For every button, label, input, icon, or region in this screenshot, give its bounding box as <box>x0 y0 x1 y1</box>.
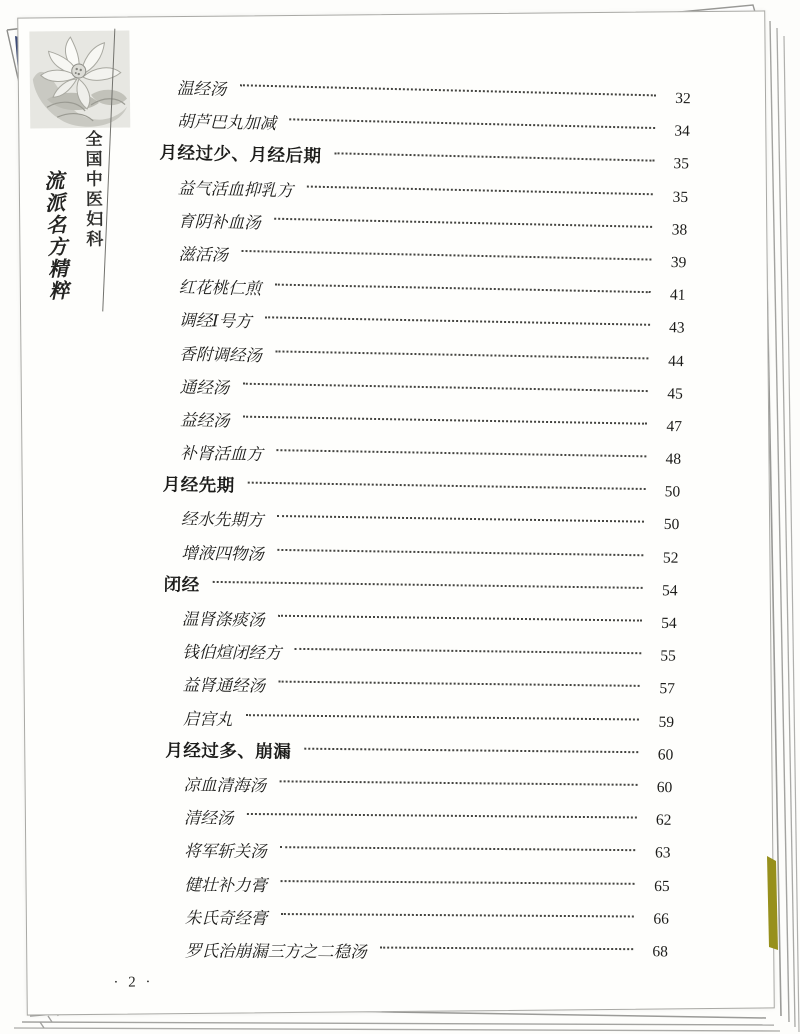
toc-entry-title: 罗氏治崩漏三方之二稳汤 <box>185 940 367 961</box>
dotted-leader <box>294 648 641 654</box>
toc-page <box>17 10 775 1015</box>
toc-entry <box>167 932 668 968</box>
page-number: · 2 · <box>113 974 154 991</box>
toc-entry <box>164 667 675 706</box>
toc-entry-page: 38 <box>671 220 688 239</box>
toc-entry-title: 闭经 <box>163 574 200 595</box>
dotted-leader <box>246 813 636 819</box>
toc-entry <box>166 866 669 903</box>
toc-entry-title: 经水先期方 <box>180 509 264 530</box>
toc-list <box>159 64 708 965</box>
dotted-leader <box>275 350 649 359</box>
series-title-vertical: 全国中医妇科 <box>82 129 103 250</box>
dotted-leader <box>245 714 639 720</box>
toc-entry-title: 益肾通经汤 <box>182 675 266 696</box>
dotted-leader <box>304 748 638 753</box>
toc-entry-page: 54 <box>662 581 678 599</box>
toc-entry-page: 50 <box>664 483 681 501</box>
toc-entry-title: 补肾活血方 <box>180 443 264 464</box>
dotted-leader <box>248 482 646 490</box>
toc-entry-title: 育阴补血汤 <box>177 210 261 232</box>
toc-entry-page: 57 <box>659 680 676 698</box>
dotted-leader <box>277 615 641 622</box>
toc-entry-title: 启宫丸 <box>182 708 233 729</box>
dotted-leader <box>280 913 634 917</box>
toc-entry-title: 清经汤 <box>183 808 234 828</box>
book-title-vertical: 流派名方精粹 <box>40 169 69 303</box>
toc-entry-title: 滋活汤 <box>178 244 229 265</box>
toc-entry-page: 60 <box>656 778 673 796</box>
toc-entry-title: 月经过少、月经后期 <box>159 142 322 167</box>
dotted-leader <box>280 847 636 852</box>
toc-entry-title: 月经过多、崩漏 <box>165 740 292 762</box>
toc-entry-page: 47 <box>666 417 683 435</box>
toc-entry-title: 通经汤 <box>179 376 230 397</box>
toc-entry <box>165 733 673 772</box>
toc-entry <box>165 766 672 804</box>
toc-entry-page: 35 <box>672 187 689 206</box>
lotus-flower-icon <box>26 29 133 132</box>
dotted-leader <box>277 549 644 556</box>
toc-entry-title: 朱氏奇经膏 <box>184 907 268 928</box>
toc-entry-page: 55 <box>660 647 676 665</box>
toc-entry-page: 44 <box>668 351 684 370</box>
toc-entry-title: 凉血清海汤 <box>183 774 267 795</box>
toc-entry-title: 增液四物汤 <box>181 542 264 563</box>
dotted-leader <box>243 416 647 425</box>
toc-entry-title: 红花桃仁煎 <box>178 277 262 298</box>
toc-entry-page: 59 <box>658 712 675 731</box>
toc-entry-page: 66 <box>653 909 669 928</box>
toc-entry <box>165 700 675 739</box>
dotted-leader <box>278 681 640 687</box>
dotted-leader <box>239 84 655 96</box>
dotted-leader <box>306 185 653 195</box>
dotted-leader <box>265 317 650 327</box>
dotted-leader <box>280 880 635 885</box>
toc-entry-page: 50 <box>663 515 680 534</box>
toc-entry-title: 益经汤 <box>179 410 230 430</box>
toc-entry-title: 益气活血抑乳方 <box>177 177 294 200</box>
toc-entry-page: 65 <box>654 877 670 895</box>
dotted-leader <box>276 449 646 457</box>
dotted-leader <box>213 581 643 589</box>
dotted-leader <box>335 153 655 162</box>
dotted-leader <box>274 218 653 228</box>
toc-entry-page: 39 <box>670 253 687 271</box>
toc-entry-page: 34 <box>674 122 691 140</box>
toc-entry-page: 68 <box>652 942 669 960</box>
toc-entry <box>166 833 671 870</box>
dotted-leader <box>274 284 650 294</box>
toc-entry-page: 35 <box>673 155 690 173</box>
toc-entry-page: 60 <box>657 745 674 763</box>
dotted-leader <box>242 382 648 391</box>
toc-entry-title: 调经Ⅰ号方 <box>178 310 252 331</box>
toc-entry-title: 胡芦巴丸加减 <box>176 111 277 133</box>
toc-entry <box>167 899 669 936</box>
toc-entry-page: 62 <box>655 811 672 829</box>
dotted-leader <box>380 947 633 951</box>
toc-entry-title: 钱伯煊闭经方 <box>182 642 282 663</box>
toc-entry-page: 32 <box>675 89 691 107</box>
toc-entry-page: 43 <box>668 319 685 337</box>
toc-entry <box>166 799 672 837</box>
toc-entry-page: 45 <box>667 384 684 402</box>
dotted-leader <box>277 516 645 524</box>
toc-entry-page: 52 <box>662 548 679 567</box>
dotted-leader <box>279 780 637 786</box>
toc-entry-page: 54 <box>661 614 677 632</box>
toc-entry-title: 温经汤 <box>176 78 227 99</box>
toc-entry-page: 41 <box>669 286 686 304</box>
toc-entry-title: 香附调经汤 <box>179 343 263 365</box>
toc-entry-title: 将军斩关汤 <box>184 841 267 861</box>
toc-entry-title: 健壮补力膏 <box>184 874 268 895</box>
toc-entry-title: 月经先期 <box>162 474 235 496</box>
dotted-leader <box>241 250 651 261</box>
toc-entry-page: 48 <box>665 450 682 468</box>
toc-entry-page: 63 <box>655 844 671 862</box>
toc-entry-title: 温肾涤痰汤 <box>181 609 265 630</box>
dotted-leader <box>289 119 655 130</box>
